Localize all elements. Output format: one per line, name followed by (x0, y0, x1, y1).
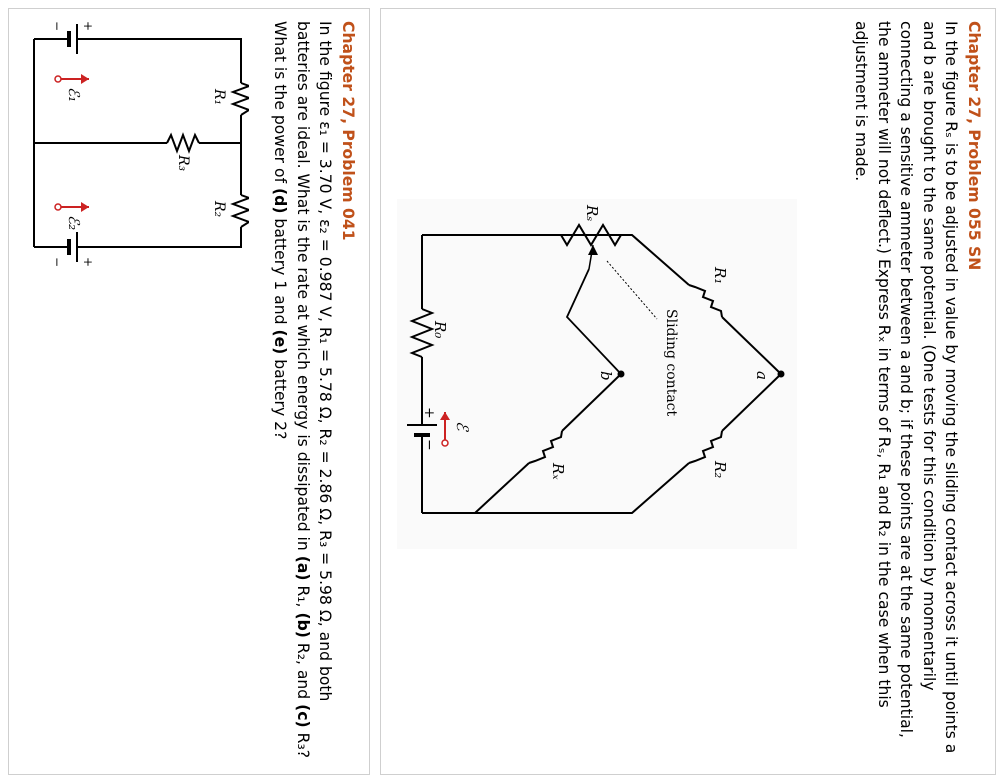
label-minus2: − (50, 257, 64, 268)
label-rx: Rₓ (549, 463, 567, 480)
r1-resistor (233, 83, 249, 115)
label-sliding-contact: Sliding contact (663, 309, 679, 417)
label-emf: ℰ (453, 421, 472, 431)
problem-055-text-block (849, 21, 985, 766)
r2-resistor (233, 195, 249, 227)
label-b: b (597, 371, 615, 381)
label-r1: R₁ (711, 267, 729, 285)
label-plus1: + (81, 21, 95, 32)
node-a (778, 371, 785, 378)
label-plus2: + (81, 257, 95, 268)
wheatstone-bridge-diagram (397, 199, 797, 549)
two-battery-circuit-diagram (19, 19, 249, 269)
label-r0: R₀ (431, 321, 449, 339)
label-r2: R₂ (211, 201, 227, 218)
problem-041-cell (8, 8, 370, 775)
label-plus: + (421, 407, 437, 419)
label-a: a (753, 371, 771, 380)
label-r1: R₁ (211, 89, 227, 106)
problem-055-body: In the figure Rₛ is to be adjusted in value by moving the sliding contact across it until points a and b are brought to the same potential. (One tests for this condition by momentarily connecting a sensitive ammeter between a and b; if these points are at the same potential, the ammeter will not deflect.) Express Rₓ in terms of Rₛ, R₁ and R₂ in the case when this adjustment is made. (852, 21, 961, 754)
label-rs: Rₛ (583, 205, 601, 222)
problem-041-body: In the figure ε₁ = 3.70 V, ε₂ = 0.987 V, R₁ = 5.78 Ω, R₂ = 2.86 Ω, R₃ = 5.98 Ω, and both batteries are ideal. What is the rate at which energy is dissipated in (a) R₁, (b) R₂, and (c) R₃? What is the power of (d) battery 1 and (e) battery 2? (271, 21, 335, 758)
label-r3: R₃ (175, 155, 191, 172)
label-minus: − (421, 439, 437, 451)
label-e2: ℰ₂ (65, 215, 83, 231)
label-minus1: − (50, 21, 64, 32)
problem-055-title: Chapter 27, Problem 055 SN (965, 21, 983, 271)
node-b (618, 371, 625, 378)
label-e1: ℰ₁ (65, 87, 83, 103)
problem-041-text-block (269, 21, 359, 766)
r3-resistor (167, 135, 199, 151)
problem-055-cell (380, 8, 996, 775)
problem-041-title: Chapter 27, Problem 041 (339, 21, 357, 241)
label-r2: R₂ (711, 461, 729, 479)
